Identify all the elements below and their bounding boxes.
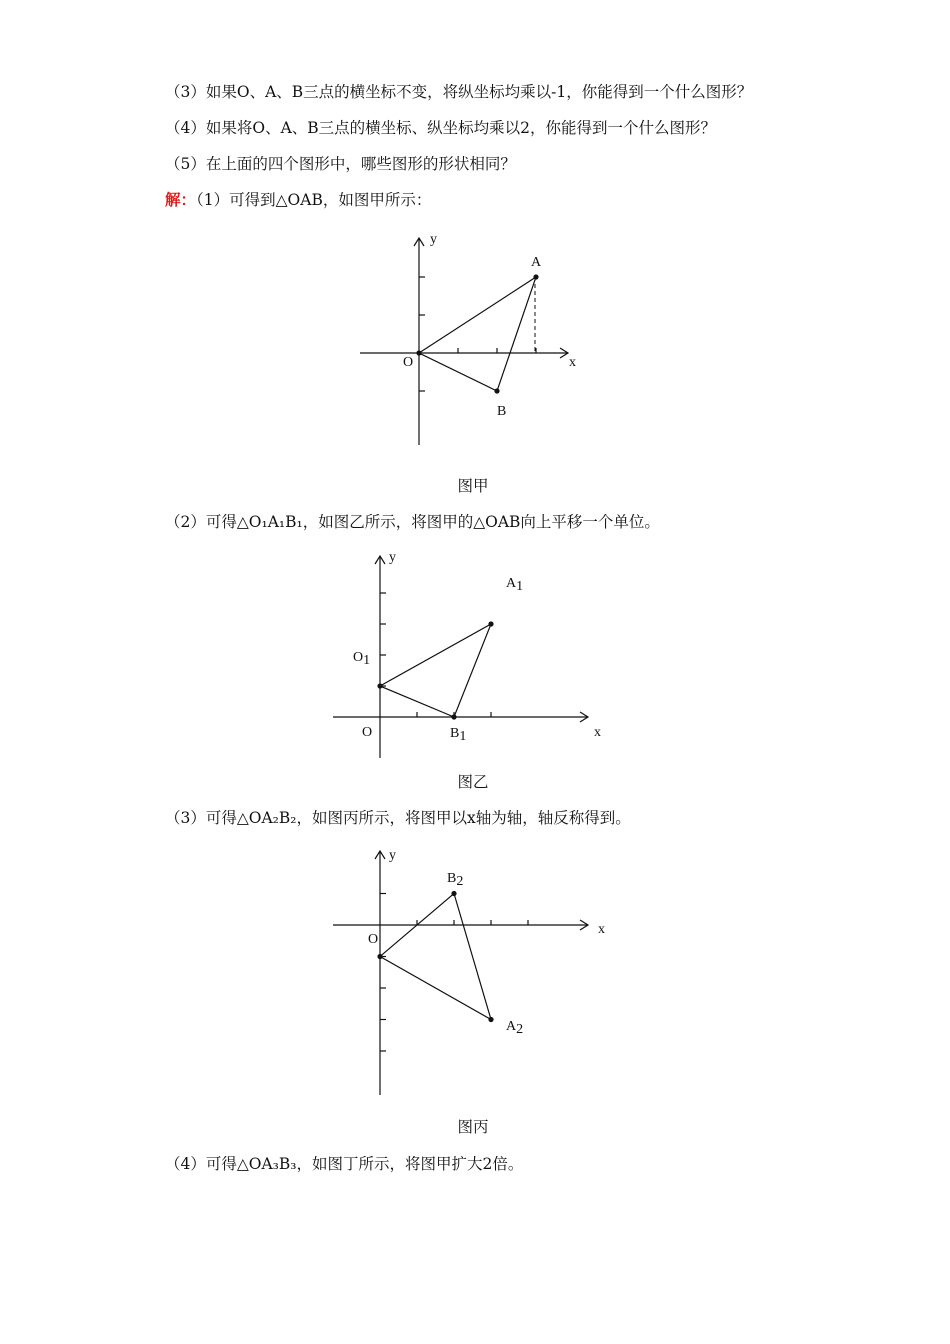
- fig3-origin-label: O: [368, 932, 379, 947]
- fig3-point-b2: [451, 891, 456, 896]
- fig3-point-o: [377, 954, 382, 959]
- fig1-caption: 图甲: [457, 477, 489, 495]
- fig1-origin-label: O: [403, 355, 414, 370]
- fig2-point-b1-label: B1: [450, 726, 467, 744]
- fig1-point-b-label: B: [497, 404, 507, 419]
- fig2-point-o1-label: O1: [353, 650, 371, 668]
- fig2-origin-label: O: [362, 725, 373, 740]
- fig2-x-label: x: [594, 725, 601, 740]
- fig1-y-label: y: [430, 232, 437, 247]
- fig3-x-label: x: [598, 922, 605, 937]
- question-4: （4）如果将O、A、B三点的横坐标、纵坐标均乘以2，你能得到一个什么图形？: [165, 119, 717, 137]
- fig3-triangle: [380, 894, 491, 1020]
- answer-2: （2）可得△O₁A₁B₁，如图乙所示，将图甲的△OAB向上平移一个单位。: [165, 513, 660, 531]
- fig3-point-b2-label: B2: [447, 871, 464, 889]
- answer-1: （1）可得到△OAB，如图甲所示：: [196, 191, 432, 209]
- fig3-point-a2: [488, 1017, 493, 1022]
- question-5: （5）在上面的四个图形中，哪些图形的形状相同？: [165, 155, 516, 173]
- answer-label: 解：: [165, 190, 197, 209]
- fig1-point-a-label: A: [531, 255, 542, 270]
- fig3-y-label: y: [389, 848, 396, 863]
- question-3: （3）如果O、A、B三点的横坐标不变，将纵坐标均乘以-1，你能得到一个什么图形？: [165, 83, 753, 101]
- fig3-point-a2-label: A2: [506, 1019, 524, 1037]
- fig2-point-a1-label: A1: [506, 576, 524, 594]
- fig2-caption: 图乙: [457, 773, 489, 791]
- fig3-caption: 图丙: [457, 1118, 489, 1136]
- fig2-y-label: y: [389, 550, 396, 565]
- answer-3: （3）可得△OA₂B₂，如图丙所示，将图甲以x轴为轴，轴反称得到。: [165, 809, 631, 827]
- answer-4: （4）可得△OA₃B₃，如图丁所示，将图甲扩大2倍。: [165, 1155, 524, 1173]
- fig1-x-label: x: [569, 355, 576, 370]
